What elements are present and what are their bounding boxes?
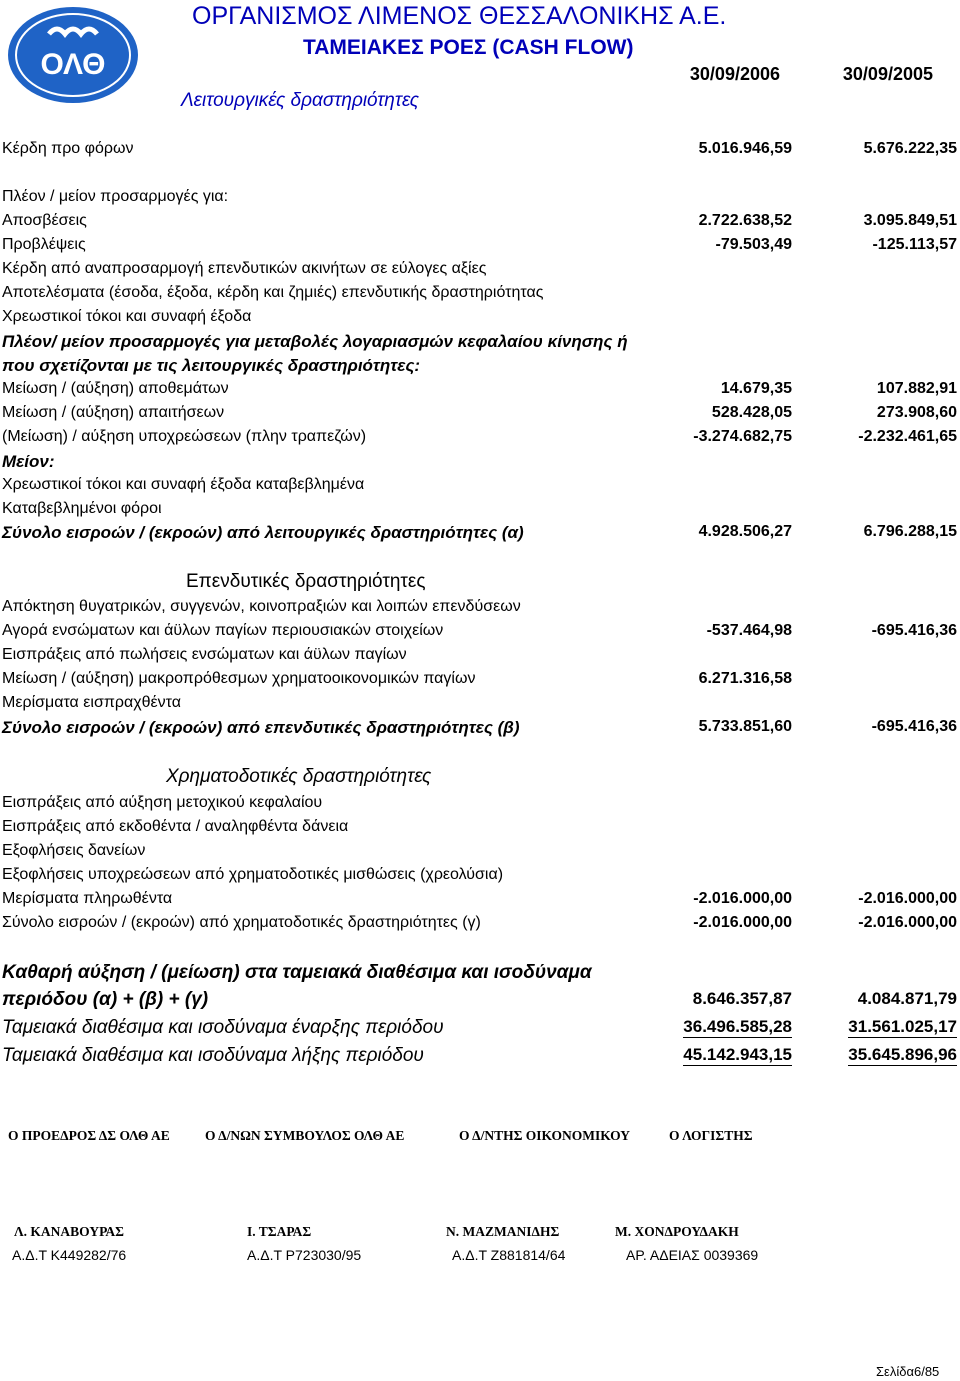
- table-row: [2, 866, 957, 889]
- row-label: Μείωση / (αύξηση) απαιτήσεων: [2, 404, 225, 421]
- table-row: [2, 284, 957, 307]
- opening-cash-label: Ταμειακά διαθέσιμα και ισοδύναμα έναρξης περιόδου: [2, 1017, 444, 1038]
- signature-name-accountant: Μ. ΧΟΝΔΡΟΥΔΑΚΗ: [615, 1224, 739, 1239]
- value-2006: 14.679,35: [720, 380, 792, 397]
- row-label: Μείωση / (αύξηση) αποθεμάτων: [2, 380, 229, 397]
- signature-id-ceo: Α.Δ.Τ Ρ723030/95: [247, 1247, 362, 1263]
- signature-name-ceo: Ι. ΤΣΑΡΑΣ: [247, 1224, 312, 1239]
- row-label: Αποσβέσεις: [2, 212, 87, 229]
- table-row: [2, 212, 957, 235]
- signature-title-accountant: Ο ΛΟΓΙΣΤΗΣ: [669, 1128, 753, 1143]
- row-label: Αγορά ενσώματων και άϋλων παγίων περιουσιακών στοιχείων: [2, 622, 444, 639]
- table-row: [2, 308, 957, 331]
- value-2006: -79.503,49: [715, 236, 792, 253]
- row-label: Εισπράξεις από εκδοθέντα / αναληφθέντα δάνεια: [2, 818, 349, 835]
- value-2005: -695.416,36: [871, 622, 957, 639]
- table-row: [2, 140, 957, 163]
- table-row: [2, 1045, 957, 1068]
- table-row: [2, 694, 957, 717]
- row-label: Χρεωστικοί τόκοι και συναφή έξοδα καταβεβλημένα: [2, 476, 365, 493]
- value-2006: -2.016.000,00: [693, 914, 792, 931]
- table-row: [2, 989, 957, 1012]
- svg-text:ΟΛΘ: ΟΛΘ: [40, 48, 106, 81]
- column-header-2006: 30/09/2006: [689, 64, 780, 84]
- row-label: Εξοφλήσεις υποχρεώσεων από χρηματοδοτικές μισθώσεις (χρεολύσια): [2, 866, 504, 883]
- table-row: [2, 260, 957, 283]
- row-label: Προβλέψεις: [2, 236, 86, 253]
- row-label: Εξοφλήσεις δανείων: [2, 842, 146, 859]
- row-label: Εισπράξεις από αύξηση μετοχικού κεφαλαίου: [2, 794, 323, 811]
- financing-section-heading: Χρηματοδοτικές δραστηριότητες: [166, 766, 432, 787]
- row-label: Σύνολο εισροών / (εκροών) από επενδυτικές δραστηριότητες (β): [2, 718, 520, 737]
- value-2005: 35.645.896,96: [848, 1045, 957, 1064]
- row-label: Χρεωστικοί τόκοι και συναφή έξοδα: [2, 308, 252, 325]
- table-row: [2, 332, 957, 355]
- column-header-2005: 30/09/2005: [842, 64, 933, 84]
- value-2006: 528.428,05: [711, 404, 792, 421]
- table-row: [2, 404, 957, 427]
- table-row: [2, 188, 957, 211]
- value-2005: 5.676.222,35: [863, 140, 957, 157]
- investing-section-heading: Επενδυτικές δραστηριότητες: [186, 571, 426, 592]
- signature-title-ceo: Ο Δ/ΝΩΝ ΣΥΜΒΟΥΛΟΣ ΟΛΘ ΑΕ: [205, 1128, 405, 1143]
- row-label: Μερίσματα πληρωθέντα: [2, 890, 173, 907]
- signature-license-accountant: ΑΡ. ΑΔΕΙΑΣ 0039369: [626, 1247, 759, 1263]
- net-increase-label-2: περιόδου (α) + (β) + (γ): [2, 989, 209, 1010]
- table-row: [2, 380, 957, 403]
- table-row: [2, 356, 957, 379]
- value-2006: 8.646.357,87: [692, 989, 792, 1008]
- signature-id-president: Α.Δ.Τ Κ449282/76: [12, 1247, 127, 1263]
- value-2005: 6.796.288,15: [863, 523, 957, 540]
- signature-title-finance-director: Ο Δ/ΝΤΗΣ ΟΙΚΟΝΟΜΙΚΟΥ: [459, 1128, 631, 1143]
- value-2006: 6.271.316,58: [698, 670, 792, 687]
- table-row: [2, 842, 957, 865]
- row-label: Πλέον/ μείον προσαρμογές για μεταβολές λογαριασμών κεφαλαίου κίνησης ή: [2, 332, 628, 351]
- table-row: [2, 1017, 957, 1040]
- value-2005: -2.016.000,00: [858, 890, 957, 907]
- row-label: Μείον:: [2, 452, 55, 471]
- table-row: [2, 890, 957, 913]
- row-label: Αποτελέσματα (έσοδα, έξοδα, κέρδη και ζημιές) επενδυτικής δραστηριότητας: [2, 284, 544, 301]
- report-subtitle: ΤΑΜΕΙΑΚΕΣ ΡΟΕΣ (CASH FLOW): [303, 36, 634, 59]
- table-row: [2, 794, 957, 817]
- row-label: Εισπράξεις από πωλήσεις ενσώματων και άϋλων παγίων: [2, 646, 407, 663]
- signature-name-finance-director: Ν. ΜΑΖΜΑΝΙΔΗΣ: [446, 1224, 560, 1239]
- value-2006: -537.464,98: [706, 622, 792, 639]
- value-2005: 107.882,91: [876, 380, 957, 397]
- table-row: [2, 452, 957, 475]
- table-row: [2, 670, 957, 693]
- table-row: [2, 523, 957, 546]
- value-2005: 31.561.025,17: [848, 1017, 957, 1036]
- value-2006: 45.142.943,15: [683, 1045, 792, 1064]
- table-row: [2, 718, 957, 741]
- value-2005: -2.232.461,65: [858, 428, 957, 445]
- row-label: που σχετίζονται με τις λειτουργικές δραστηριότητες:: [2, 356, 421, 375]
- value-2006: 5.016.946,59: [698, 140, 792, 157]
- value-2005: 4.084.871,79: [857, 989, 957, 1008]
- value-2006: -2.016.000,00: [693, 890, 792, 907]
- value-2005: 273.908,60: [876, 404, 957, 421]
- table-row: [2, 914, 957, 937]
- row-label: Σύνολο εισροών / (εκροών) από χρηματοδοτικές δραστηριότητες (γ): [2, 914, 481, 931]
- signature-name-president: Λ. ΚΑΝΑΒΟΥΡΑΣ: [14, 1224, 124, 1239]
- table-row: [2, 236, 957, 259]
- table-row: [2, 428, 957, 451]
- row-label: Κέρδη προ φόρων: [2, 140, 134, 157]
- operating-section-heading: Λειτουργικές δραστηριότητες: [181, 90, 420, 111]
- row-label: Κέρδη από αναπροσαρμογή επενδυτικών ακινήτων σε εύλογες αξίες: [2, 260, 487, 277]
- org-title: ΟΡΓΑΝΙΣΜΟΣ ΛΙΜΕΝΟΣ ΘΕΣΣΑΛΟΝΙΚΗΣ Α.Ε.: [192, 2, 727, 30]
- value-2005: -125.113,57: [872, 236, 957, 253]
- company-logo: [5, 4, 141, 106]
- value-2006: 2.722.638,52: [698, 212, 792, 229]
- row-label: Πλέον / μείον προσαρμογές για:: [2, 188, 229, 205]
- value-2006: 5.733.851,60: [698, 718, 792, 735]
- value-2006: -3.274.682,75: [693, 428, 792, 445]
- table-row: [2, 476, 957, 499]
- row-label: (Μείωση) / αύξηση υποχρεώσεων (πλην τραπεζών): [2, 428, 367, 445]
- table-row: [2, 598, 957, 621]
- value-2005: 3.095.849,51: [863, 212, 957, 229]
- row-label: Απόκτηση θυγατρικών, συγγενών, κοινοπραξιών και λοιπών επενδύσεων: [2, 598, 521, 615]
- net-increase-label-1: Καθαρή αύξηση / (μείωση) στα ταμειακά διαθέσιμα και ισοδύναμα: [2, 962, 592, 983]
- table-row: [2, 622, 957, 645]
- table-row: [2, 646, 957, 669]
- table-row: [2, 818, 957, 841]
- value-2006: 4.928.506,27: [698, 523, 792, 540]
- table-row: [2, 500, 957, 523]
- value-2005: -695.416,36: [871, 718, 957, 735]
- signature-id-finance-director: Α.Δ.Τ Ζ881814/64: [452, 1247, 566, 1263]
- value-2005: -2.016.000,00: [858, 914, 957, 931]
- row-label: Σύνολο εισροών / (εκροών) από λειτουργικές δραστηριότητες (α): [2, 523, 524, 542]
- row-label: Μερίσματα εισπραχθέντα: [2, 694, 181, 711]
- row-label: Καταβεβλημένοι φόροι: [2, 500, 162, 517]
- page-number: Σελίδα6/85: [876, 1364, 940, 1379]
- closing-cash-label: Ταμειακά διαθέσιμα και ισοδύναμα λήξης περιόδου: [2, 1045, 424, 1066]
- value-2006: 36.496.585,28: [683, 1017, 792, 1036]
- row-label: Μείωση / (αύξηση) μακροπρόθεσμων χρηματοοικονομικών παγίων: [2, 670, 476, 687]
- signature-title-president: Ο ΠΡΟΕΔΡΟΣ ΔΣ ΟΛΘ ΑΕ: [8, 1128, 170, 1143]
